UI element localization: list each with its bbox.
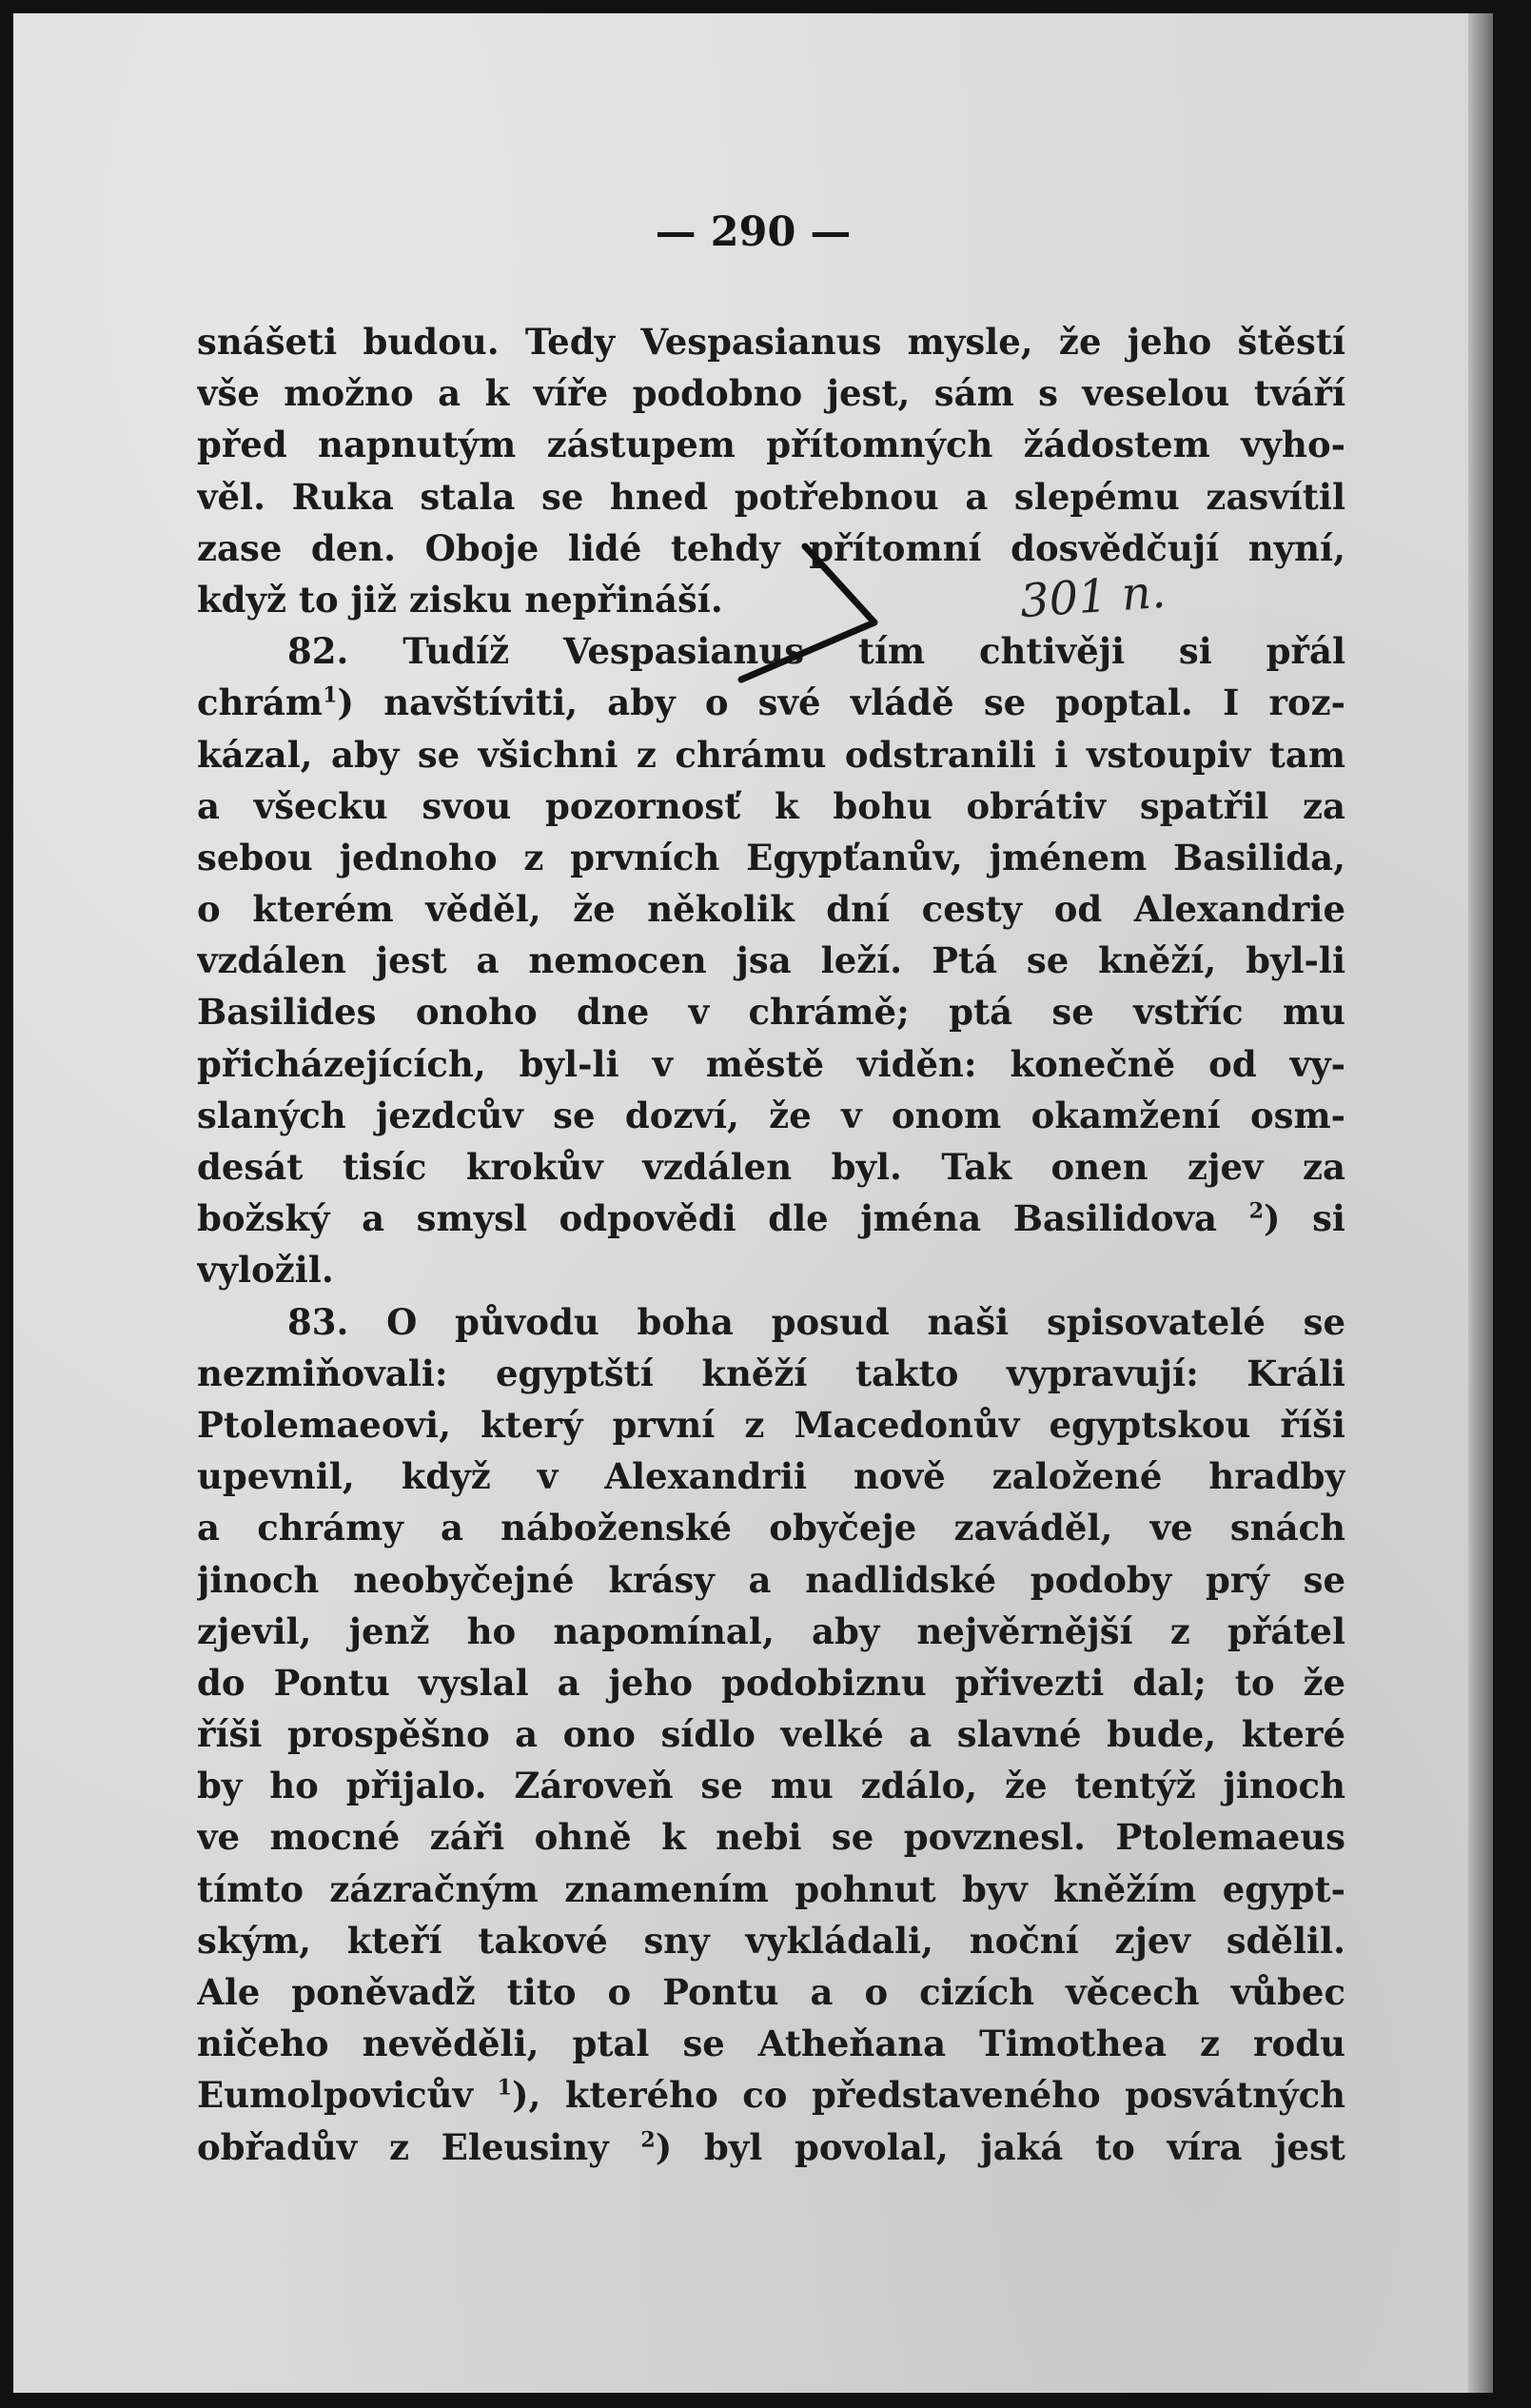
paragraph-83-start: 83. O původu boha posud naši spisovatelé se bbox=[287, 1300, 1345, 1343]
text-line: do Pontu vyslal a jeho podobiznu přivezti dal; to že bbox=[197, 1661, 1345, 1704]
text-line bbox=[197, 2122, 1345, 2173]
text-line: Ptolemaeovi, který první z Macedonův egyptskou říši bbox=[197, 1403, 1345, 1446]
text-fragment: chrám bbox=[197, 681, 324, 724]
text-line: před napnutým zástupem přítomných žádostem vyho- bbox=[197, 424, 1345, 466]
body-text bbox=[197, 316, 1345, 2173]
text-line: o kterém věděl, že několik dní cesty od Alexandrie bbox=[197, 888, 1345, 931]
text-line: slaných jezdcův se dozví, že v onom okamžení osm- bbox=[197, 1094, 1345, 1136]
footnote-marker: 2 bbox=[1248, 1198, 1265, 1224]
text-line: ským, kteří takové sny vykládali, noční zjev sdělil. bbox=[197, 1919, 1345, 1962]
text-fragment: ) si bbox=[1264, 1197, 1345, 1240]
footnote-marker: 2 bbox=[640, 2127, 656, 2153]
book-page bbox=[13, 13, 1493, 2393]
text-line: by ho přijalo. Zároveň se mu zdálo, že tentýž jinoch bbox=[197, 1765, 1345, 1807]
text-line bbox=[197, 1193, 1345, 1244]
text-line: zjevil, jenž ho napomínal, aby nejvěrnější z přátel bbox=[197, 1609, 1345, 1652]
text-line: jinoch neobyčejné krásy a nadlidské podoby prý se bbox=[197, 1558, 1345, 1601]
text-fragment: božský a smysl odpovědi dle jména Basilidova bbox=[197, 1197, 1249, 1240]
text-fragment: ) byl povolal, jaká to víra jest bbox=[655, 2125, 1345, 2168]
footnote-marker: 1 bbox=[323, 682, 338, 708]
text-line: vyložil. bbox=[197, 1249, 334, 1292]
text-line: ve mocné záři ohně k nebi se povznesl. Ptolemaeus bbox=[197, 1816, 1345, 1859]
text-line: zase den. Oboje lidé tehdy přítomní dosvědčují nyní, bbox=[197, 526, 1345, 569]
page-number: — 290 — bbox=[655, 208, 852, 256]
paragraph-82-start: 82. Tudíž Vespasianus tím chtivěji si přál bbox=[287, 630, 1345, 673]
text-line: snášeti budou. Tedy Vespasianus mysle, že jeho štěstí bbox=[197, 321, 1345, 363]
text-line: nezmiňovali: egyptští kněží takto vypravují: Králi bbox=[197, 1352, 1345, 1394]
text-line: desát tisíc krokův vzdálen byl. Tak onen zjev za bbox=[197, 1146, 1345, 1188]
text-line: vše možno a k víře podobno jest, sám s veselou tváří bbox=[197, 372, 1345, 415]
text-line: tímto zázračným znamením pohnut byv kněžím egypt- bbox=[197, 1867, 1345, 1910]
text-fragment: ) navštíviti, aby o své vládě se poptal. I roz- bbox=[337, 681, 1345, 724]
footnote-marker: 1 bbox=[497, 2076, 512, 2102]
text-line: Ale poněvadž tito o Pontu a o cizích věcech vůbec bbox=[197, 1971, 1345, 2013]
text-line: upevnil, když v Alexandrii nově založené hradby bbox=[197, 1455, 1345, 1498]
text-line: kázal, aby se všichni z chrámu odstranili i vstoupiv tam bbox=[197, 733, 1345, 776]
text-line: když to již zisku nepřináší. bbox=[197, 578, 723, 621]
text-line: ničeho nevěděli, ptal se Atheňana Timothea z rodu bbox=[197, 2023, 1345, 2065]
text-line: a chrámy a náboženské obyčeje zaváděl, ve snách bbox=[197, 1507, 1345, 1549]
text-line bbox=[197, 2069, 1345, 2121]
text-fragment: ), kterého co představeného posvátných bbox=[511, 2074, 1345, 2117]
text-line: vzdálen jest a nemocen jsa leží. Ptá se kněží, byl-li bbox=[197, 939, 1345, 982]
text-line: věl. Ruka stala se hned potřebnou a slepému zasvítil bbox=[197, 475, 1345, 518]
handwritten-note: 301 n. bbox=[1018, 564, 1168, 629]
text-line: sebou jednoho z prvních Egypťanův, jménem Basilida, bbox=[197, 836, 1345, 878]
text-line bbox=[197, 677, 1345, 728]
text-line: a všecku svou pozornosť k bohu obrátiv spatřil za bbox=[197, 784, 1345, 827]
text-line: přicházejících, byl-li v městě viděn: konečně od vy- bbox=[197, 1042, 1345, 1085]
text-fragment: Eumolpovicův bbox=[197, 2074, 498, 2117]
text-fragment: obřadův z Eleusiny bbox=[197, 2125, 641, 2168]
page-edge-shadow bbox=[1468, 13, 1493, 2393]
text-line: říši prospěšno a ono sídlo velké a slavné bude, které bbox=[197, 1713, 1345, 1756]
text-line: Basilides onoho dne v chrámě; ptá se vstříc mu bbox=[197, 991, 1345, 1034]
